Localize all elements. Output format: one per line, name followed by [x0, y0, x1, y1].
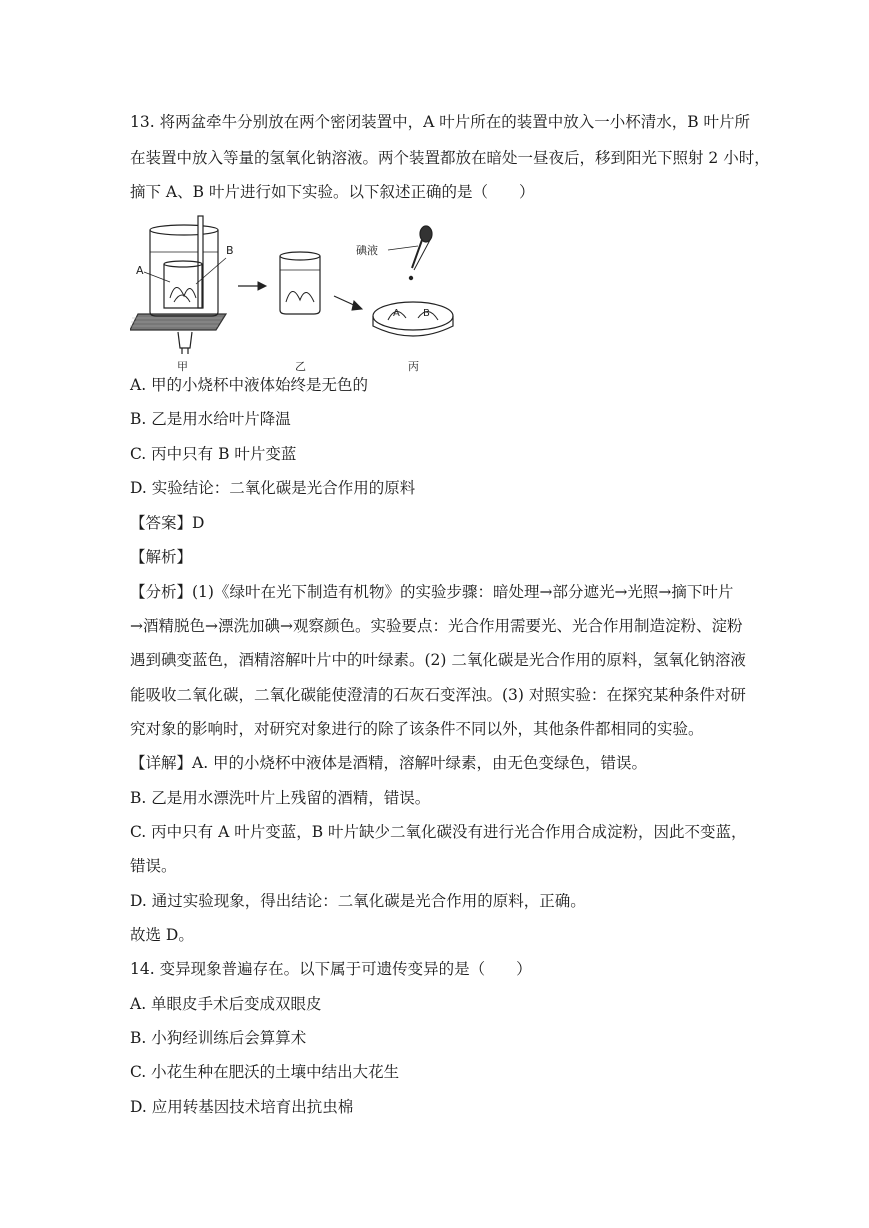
q13-option-b: B. 乙是用水给叶片降温	[130, 410, 291, 428]
label-leaf-b: B	[423, 308, 430, 319]
q13-analysis-line-3: 遇到碘变蓝色，酒精溶解叶片中的叶绿素。(2) 二氧化碳是光合作用的原料，氢氧化钠溶液	[130, 651, 746, 669]
q13-option-c: C. 丙中只有 B 叶片变蓝	[130, 445, 297, 463]
caption-yi: 乙	[295, 360, 306, 372]
q13-stem-line-1: 13. 将两盆牵牛分别放在两个密闭装置中，A 叶片所在的装置中放入一小杯清水，B 叶片所	[130, 113, 751, 131]
q13-option-a: A. 甲的小烧杯中液体始终是无色的	[130, 376, 369, 394]
arrow-2	[334, 296, 362, 310]
beaker-yi	[280, 252, 320, 314]
q13-analysis-heading: 【解析】	[130, 548, 193, 566]
q14-option-c: C. 小花生种在肥沃的土壤中结出大花生	[130, 1063, 400, 1081]
q14-option-d: D. 应用转基因技术培育出抗虫棉	[130, 1098, 354, 1116]
caption-bing: 丙	[408, 360, 419, 372]
q13-analysis-line-2: →酒精脱色→漂洗加碘→观察颜色。实验要点：光合作用需要光、光合作用制造淀粉、淀粉	[130, 617, 743, 635]
q13-option-d: D. 实验结论：二氧化碳是光合作用的原料	[130, 479, 416, 497]
q13-conclusion: 故选 D。	[130, 926, 194, 944]
label-a: A	[136, 264, 144, 277]
caption-jia: 甲	[177, 360, 188, 372]
q14-option-a: A. 单眼皮手术后变成双眼皮	[130, 995, 322, 1013]
q13-analysis-line-4: 能吸收二氧化碳，二氧化碳能使澄清的石灰石变浑浊。(3) 对照实验：在探究某种条件对研	[130, 686, 746, 704]
q13-answer: 【答案】D	[130, 514, 205, 532]
dropper	[409, 226, 432, 280]
q13-detail-line-1: 【详解】A. 甲的小烧杯中液体是酒精，溶解叶绿素，由无色变绿色，错误。	[130, 754, 648, 772]
q13-stem-line-3: 摘下 A、B 叶片进行如下实验。以下叙述正确的是（ ）	[130, 183, 535, 201]
q13-analysis-line-5: 究对象的影响时，对研究对象进行的除了该条件不同以外，其他条件都相同的实验。	[130, 720, 704, 738]
label-leaf-a: A	[393, 308, 400, 319]
experiment-figure	[130, 212, 460, 372]
apparatus-jia	[130, 216, 226, 354]
q14-stem: 14. 变异现象普遍存在。以下属于可遗传变异的是（ ）	[130, 960, 532, 978]
label-iodine: 碘液	[356, 244, 378, 257]
q13-analysis-line-1: 【分析】(1)《绿叶在光下制造有机物》的实验步骤：暗处理→部分遮光→光照→摘下叶片	[130, 583, 734, 601]
q13-detail-line-3: C. 丙中只有 A 叶片变蓝，B 叶片缺少二氧化碳没有进行光合作用合成淀粉，因此不变蓝，	[130, 823, 747, 841]
q13-stem-line-2: 在装置中放入等量的氢氧化钠溶液。两个装置都放在暗处一昼夜后，移到阳光下照射 2 小时，	[130, 149, 770, 167]
q13-detail-line-4: 错误。	[130, 857, 177, 875]
q13-detail-line-2: B. 乙是用水漂洗叶片上残留的酒精，错误。	[130, 789, 431, 807]
q14-option-b: B. 小狗经训练后会算算术	[130, 1029, 307, 1047]
arrow-1	[238, 282, 266, 290]
dish-bing	[373, 226, 453, 336]
label-b: B	[226, 244, 234, 257]
q13-detail-line-5: D. 通过实验现象，得出结论：二氧化碳是光合作用的原料，正确。	[130, 892, 586, 910]
